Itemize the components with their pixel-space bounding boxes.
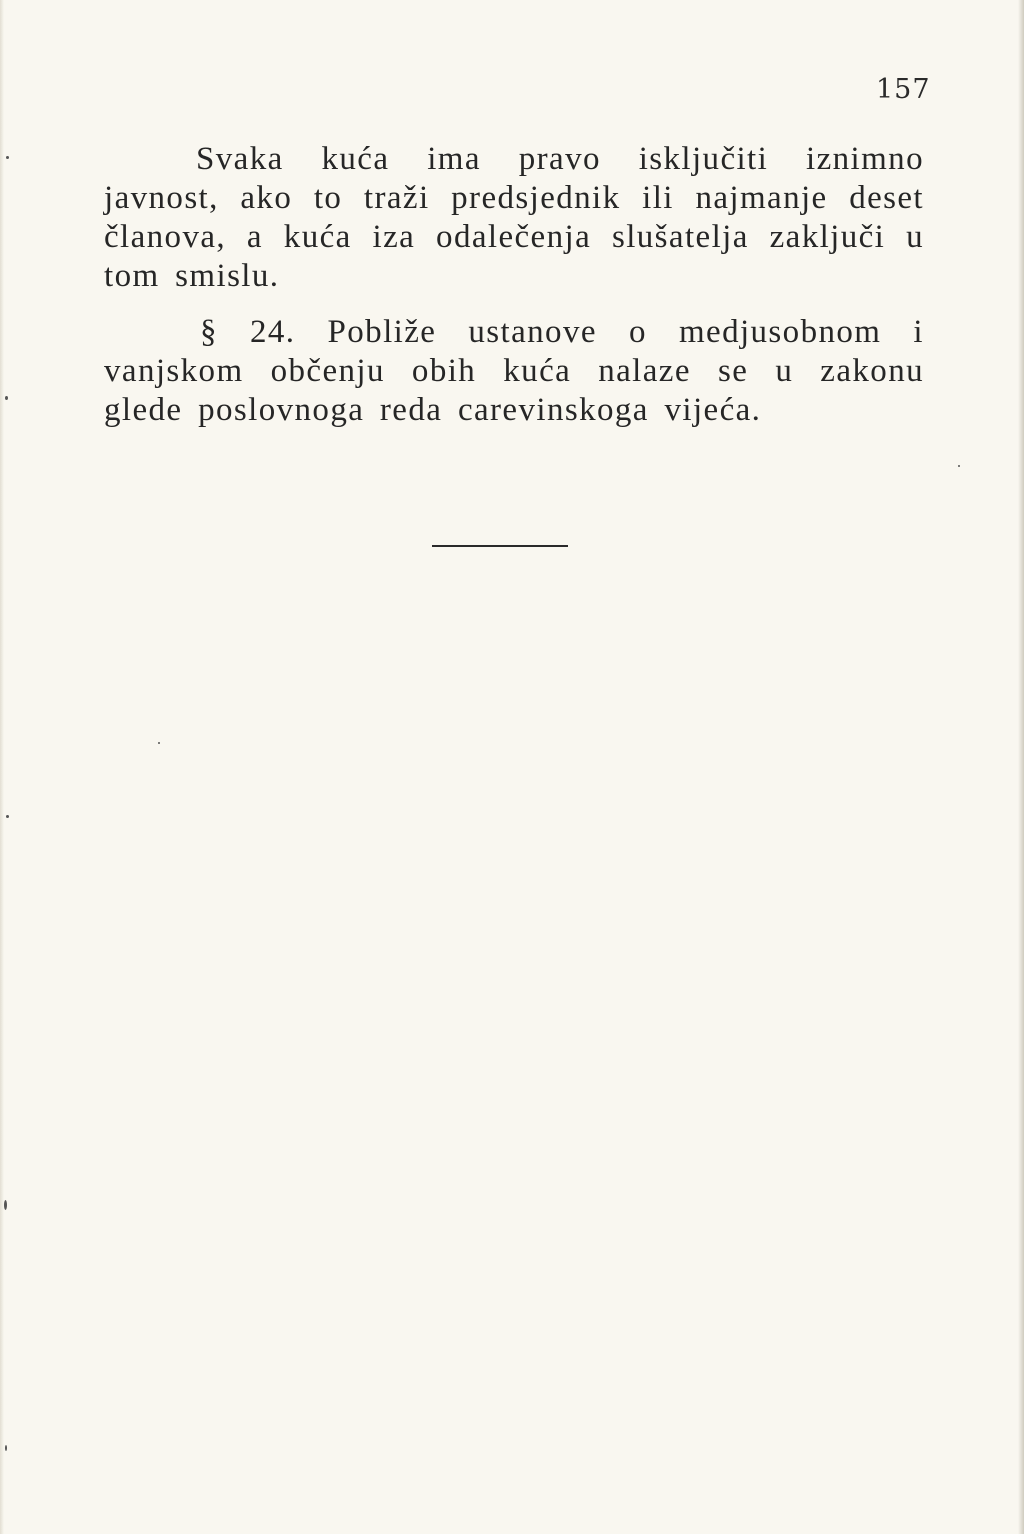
page-left-edge — [0, 0, 4, 1534]
paragraph-1: Svaka kuća ima pravo isključiti iznimno javnost, ako to traži predsjednik ili najmanje deset članova, a kuća iza odalečenja slušatelja zaključi u tom smislu. — [104, 141, 924, 294]
page-number: 157 — [876, 74, 931, 105]
body-text — [104, 140, 924, 430]
paragraph-2-section-24: § 24. Pobliže ustanove o medjusobnom i vanjskom občenju obih kuća nalaze se u zakonu glede poslovnoga reda carevinskoga vijeća. — [104, 314, 924, 428]
page-right-edge — [1018, 0, 1024, 1534]
paper-speck — [958, 465, 960, 467]
end-rule — [432, 545, 568, 547]
paper-speck — [5, 396, 8, 400]
paper-speck — [6, 815, 9, 818]
paper-speck — [6, 156, 9, 159]
paper-speck — [4, 1200, 7, 1210]
paper-speck — [5, 1445, 7, 1451]
paper-speck — [158, 742, 160, 744]
